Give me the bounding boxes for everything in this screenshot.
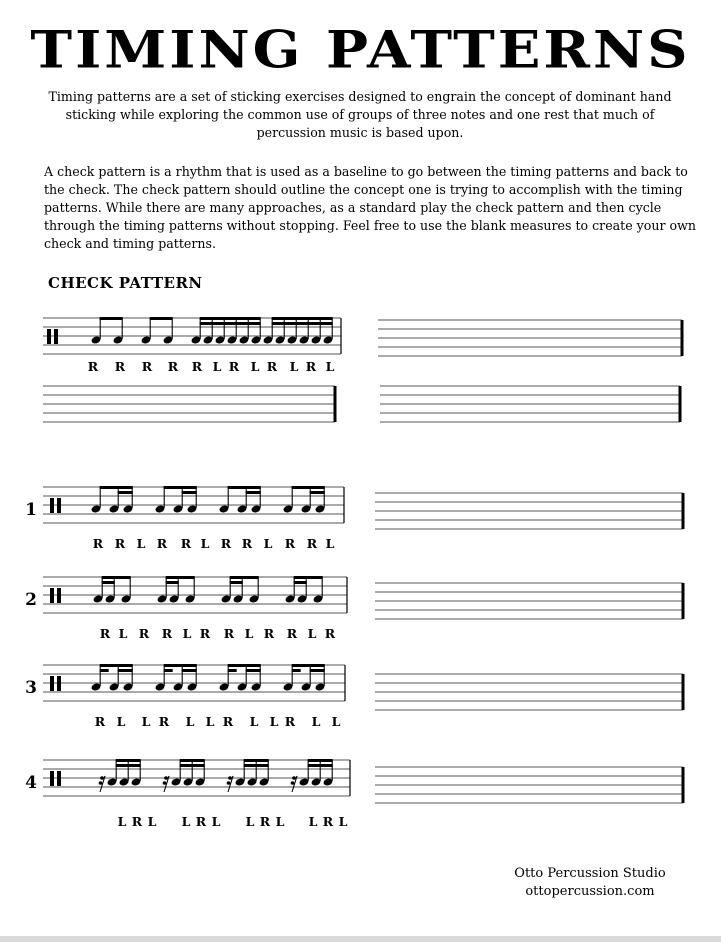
beam	[230, 581, 243, 584]
intro-paragraph: Timing patterns are a set of sticking exercises designed to engrain the concept of dominant hand sticking while exploring the common use of groups of three notes and one rest that much of percussion music is based upon.	[48, 89, 672, 140]
pattern-sticking-label: L	[141, 714, 151, 729]
beam	[166, 576, 195, 579]
beam	[228, 486, 261, 489]
page-title: TIMING PATTERNS	[30, 19, 691, 81]
pattern-sticking-label: R	[284, 714, 296, 729]
beam	[150, 317, 173, 320]
pattern-sticking-label: L	[263, 536, 273, 551]
check-sticking-label: R	[87, 359, 99, 374]
pattern-sticking-label: L	[181, 814, 191, 829]
blank-measure	[375, 767, 683, 803]
beam	[116, 764, 141, 767]
check-sticking-label: R	[228, 359, 240, 374]
sixteenth-rest	[99, 781, 103, 785]
pattern-sticking-label: L	[331, 714, 341, 729]
page-bottom-edge	[0, 936, 721, 942]
check-sticking-label: L	[212, 359, 222, 374]
sixteenth-rest	[163, 781, 167, 785]
pattern-sticking-label: L	[205, 714, 215, 729]
pattern-sticking-label: L	[338, 814, 348, 829]
beam	[180, 759, 205, 762]
check-sticking-label: L	[250, 359, 260, 374]
beam	[228, 669, 237, 672]
check-sticking-label: R	[114, 359, 126, 374]
beam	[272, 317, 333, 320]
percussion-clef	[50, 771, 54, 786]
beam	[102, 576, 131, 579]
blank-measure	[375, 493, 683, 529]
blank-measure	[378, 320, 682, 356]
check-pattern-row	[43, 317, 341, 374]
pattern-sticking-label: R	[222, 714, 234, 729]
beam	[228, 664, 261, 667]
check-sticking-label: R	[191, 359, 203, 374]
pattern-sticking-label: R	[131, 814, 143, 829]
pattern-sticking-label: R	[180, 536, 192, 551]
pattern-number: 4	[25, 773, 37, 793]
pattern-sticking-label: R	[324, 626, 336, 641]
beam	[292, 664, 325, 667]
beam	[246, 491, 261, 494]
percussion-clef	[50, 588, 54, 603]
pattern-sticking-label: L	[211, 814, 221, 829]
percussion-clef	[57, 771, 61, 786]
pattern-sticking-label: L	[244, 626, 254, 641]
pattern-number: 2	[25, 590, 37, 610]
beam	[308, 759, 333, 762]
pattern-sticking-label: L	[117, 814, 127, 829]
beam	[292, 486, 325, 489]
pattern-sticking-label: L	[308, 814, 318, 829]
pattern-sticking-label: L	[116, 714, 126, 729]
check-pattern-heading: CHECK PATTERN	[48, 274, 203, 292]
sixteenth-rest	[227, 781, 231, 785]
blank-measure	[380, 386, 680, 422]
beam	[100, 317, 123, 320]
pattern-sticking-label: R	[259, 814, 271, 829]
beam	[244, 764, 269, 767]
beam	[182, 491, 197, 494]
check-sticking-label: L	[325, 359, 335, 374]
pattern-sticking-label: R	[306, 536, 318, 551]
pattern-sticking-label: L	[275, 814, 285, 829]
pattern-sticking-label: L	[118, 626, 128, 641]
studio-name: Otto Percussion Studio	[514, 866, 666, 881]
pattern-sticking-label: L	[182, 626, 192, 641]
beam	[246, 669, 261, 672]
beam	[100, 486, 133, 489]
beam	[180, 764, 205, 767]
blank-measure	[43, 386, 335, 422]
beam	[244, 759, 269, 762]
pattern-sticking-label: R	[223, 626, 235, 641]
beam	[294, 581, 307, 584]
beam	[118, 491, 133, 494]
pattern-sticking-label: R	[156, 536, 168, 551]
pattern-sticking-label: L	[307, 626, 317, 641]
pattern-sticking-label: R	[199, 626, 211, 641]
pattern-sticking-label: R	[284, 536, 296, 551]
footer	[480, 865, 700, 901]
pattern-sticking-label: R	[99, 626, 111, 641]
pattern-sticking-label: R	[241, 536, 253, 551]
percussion-clef	[47, 329, 51, 344]
percussion-clef	[50, 676, 54, 691]
check-sticking-label: R	[167, 359, 179, 374]
pattern-sticking-label: L	[147, 814, 157, 829]
beam	[182, 669, 197, 672]
pattern-sticking-label: R	[195, 814, 207, 829]
pattern-sticking-label: R	[94, 714, 106, 729]
pattern-sticking-label: L	[245, 814, 255, 829]
pattern-sticking-label: L	[249, 714, 259, 729]
blank-measure	[375, 674, 683, 710]
pattern-number: 3	[25, 678, 37, 698]
timing-pattern-4	[25, 759, 350, 829]
pattern-sticking-label: L	[200, 536, 210, 551]
blank-measure	[375, 583, 683, 619]
beam	[166, 581, 179, 584]
beam	[118, 669, 133, 672]
beam	[100, 669, 109, 672]
beam	[200, 322, 261, 325]
pattern-sticking-label: L	[325, 536, 335, 551]
beam	[230, 576, 259, 579]
pattern-sticking-label: R	[114, 536, 126, 551]
pattern-sticking-label: L	[269, 714, 279, 729]
percussion-clef	[57, 676, 61, 691]
pattern-sticking-label: L	[136, 536, 146, 551]
beam	[310, 669, 325, 672]
pattern-sticking-label: R	[92, 536, 104, 551]
percussion-clef	[57, 498, 61, 513]
pattern-sticking-label: R	[286, 626, 298, 641]
check-sticking-label: R	[266, 359, 278, 374]
pattern-sticking-label: R	[322, 814, 334, 829]
pattern-number: 1	[25, 500, 37, 520]
beam	[102, 581, 115, 584]
beam	[272, 322, 333, 325]
timing-pattern-1	[25, 486, 344, 551]
beam	[164, 664, 197, 667]
pattern-sticking-label: L	[185, 714, 195, 729]
beam	[200, 317, 261, 320]
timing-pattern-2	[25, 576, 347, 641]
beam	[292, 669, 301, 672]
pattern-sticking-label: R	[220, 536, 232, 551]
beam	[294, 576, 323, 579]
pattern-sticking-label: R	[158, 714, 170, 729]
percussion-clef	[57, 588, 61, 603]
check-sticking-label: L	[289, 359, 299, 374]
check-pattern-description: A check pattern is a rhythm that is used as a baseline to go between the timing patterns and back to the check. The check pattern should outline the concept one is trying to accomplish with the timing patterns. While there are many approaches, as a standard play the check pattern and then cycle through the timing patterns without stopping. Feel free to use the blank measures to create your own check and timing patterns.	[44, 164, 696, 251]
timing-pattern-3	[25, 664, 345, 729]
beam	[164, 669, 173, 672]
percussion-clef	[50, 498, 54, 513]
beam	[164, 486, 197, 489]
beam	[308, 764, 333, 767]
percussion-clef	[54, 329, 58, 344]
check-sticking-label: R	[305, 359, 317, 374]
beam	[100, 664, 133, 667]
sixteenth-rest	[291, 781, 295, 785]
pattern-sticking-label: L	[311, 714, 321, 729]
pattern-sticking-label: R	[138, 626, 150, 641]
beam	[116, 759, 141, 762]
beam	[310, 491, 325, 494]
check-sticking-label: R	[141, 359, 153, 374]
pattern-sticking-label: R	[263, 626, 275, 641]
pattern-sticking-label: R	[161, 626, 173, 641]
studio-website[interactable]: ottopercussion.com	[525, 884, 655, 899]
